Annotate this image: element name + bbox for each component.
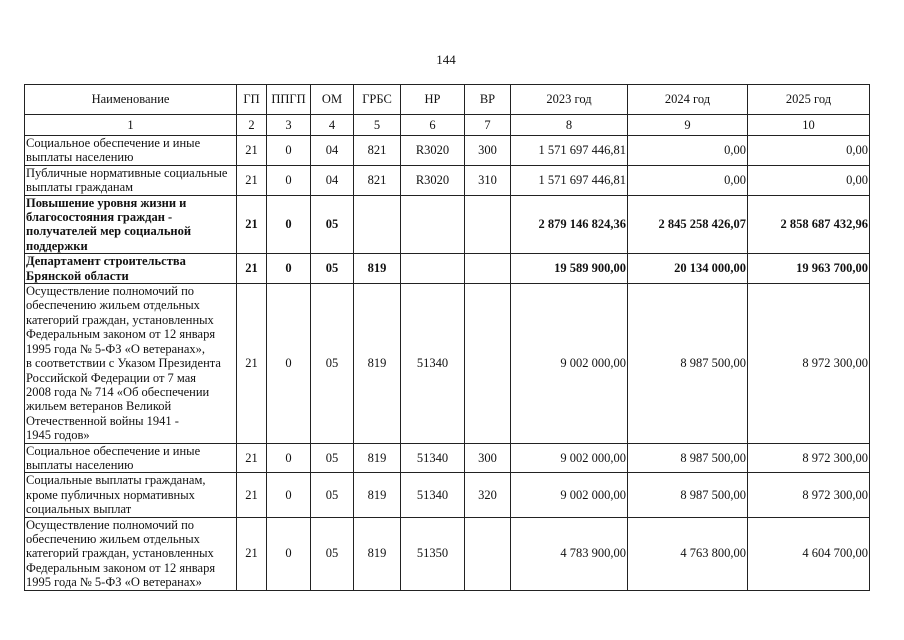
cell-amount-2024: 0,00: [628, 136, 748, 166]
cell-amount-2025: 8 972 300,00: [748, 473, 870, 517]
cell-name: Публичные нормативные социальные выплаты гражданам: [25, 165, 237, 195]
table-row: [25, 195, 870, 254]
cell-ppgp: 0: [267, 136, 311, 166]
column-number: 9: [628, 115, 748, 136]
cell-ppgp: 0: [267, 443, 311, 473]
cell-nr: 51340: [401, 473, 465, 517]
cell-amount-2025: 2 858 687 432,96: [748, 195, 870, 254]
cell-amount-2025: 8 972 300,00: [748, 284, 870, 443]
cell-nr: 51350: [401, 517, 465, 590]
cell-amount-2025: 19 963 700,00: [748, 254, 870, 284]
header-om: ОМ: [311, 85, 354, 115]
header-ppgp: ППГП: [267, 85, 311, 115]
column-number: 3: [267, 115, 311, 136]
cell-amount-2024: 8 987 500,00: [628, 473, 748, 517]
cell-amount-2023: 9 002 000,00: [511, 473, 628, 517]
header-gp: ГП: [237, 85, 267, 115]
table-row: [25, 473, 870, 517]
cell-gp: 21: [237, 136, 267, 166]
header-2025: 2025 год: [748, 85, 870, 115]
budget-table: [24, 84, 870, 591]
cell-nr: R3020: [401, 165, 465, 195]
cell-amount-2025: 4 604 700,00: [748, 517, 870, 590]
header-vr: ВР: [465, 85, 511, 115]
budget-table-body: [25, 136, 870, 591]
cell-grbs: 819: [354, 443, 401, 473]
table-row: [25, 165, 870, 195]
header-grbs: ГРБС: [354, 85, 401, 115]
cell-vr: [465, 195, 511, 254]
column-number: 8: [511, 115, 628, 136]
cell-amount-2023: 2 879 146 824,36: [511, 195, 628, 254]
cell-grbs: 821: [354, 165, 401, 195]
cell-ppgp: 0: [267, 254, 311, 284]
cell-gp: 21: [237, 517, 267, 590]
cell-gp: 21: [237, 254, 267, 284]
cell-grbs: 819: [354, 284, 401, 443]
table-row: [25, 254, 870, 284]
cell-om: 04: [311, 165, 354, 195]
cell-grbs: 821: [354, 136, 401, 166]
cell-grbs: [354, 195, 401, 254]
cell-amount-2024: 8 987 500,00: [628, 284, 748, 443]
cell-amount-2023: 19 589 900,00: [511, 254, 628, 284]
cell-om: 04: [311, 136, 354, 166]
cell-nr: 51340: [401, 284, 465, 443]
cell-amount-2023: 4 783 900,00: [511, 517, 628, 590]
column-number-row: [25, 115, 870, 136]
cell-amount-2025: 0,00: [748, 136, 870, 166]
cell-grbs: 819: [354, 517, 401, 590]
table-row: [25, 284, 870, 443]
cell-gp: 21: [237, 195, 267, 254]
table-row: [25, 443, 870, 473]
cell-name: Повышение уровня жизни и благосостояния граждан - получателей мер социальной поддержки: [25, 195, 237, 254]
column-number: 1: [25, 115, 237, 136]
column-number: 6: [401, 115, 465, 136]
cell-vr: [465, 517, 511, 590]
cell-nr: [401, 254, 465, 284]
cell-gp: 21: [237, 443, 267, 473]
table-row: [25, 136, 870, 166]
cell-amount-2025: 0,00: [748, 165, 870, 195]
cell-nr: R3020: [401, 136, 465, 166]
cell-amount-2023: 9 002 000,00: [511, 443, 628, 473]
header-nr: НР: [401, 85, 465, 115]
cell-vr: 310: [465, 165, 511, 195]
cell-om: 05: [311, 284, 354, 443]
cell-amount-2024: 20 134 000,00: [628, 254, 748, 284]
cell-nr: 51340: [401, 443, 465, 473]
column-number: 10: [748, 115, 870, 136]
cell-amount-2023: 1 571 697 446,81: [511, 165, 628, 195]
cell-amount-2023: 9 002 000,00: [511, 284, 628, 443]
header-row: [25, 85, 870, 115]
cell-ppgp: 0: [267, 165, 311, 195]
cell-vr: 300: [465, 443, 511, 473]
cell-gp: 21: [237, 165, 267, 195]
cell-name: Социальные выплаты гражданам, кроме публичных нормативных социальных выплат: [25, 473, 237, 517]
cell-amount-2024: 8 987 500,00: [628, 443, 748, 473]
header-2024: 2024 год: [628, 85, 748, 115]
cell-name: Социальное обеспечение и иные выплаты населению: [25, 136, 237, 166]
cell-name: Социальное обеспечение и иные выплаты населению: [25, 443, 237, 473]
cell-grbs: 819: [354, 473, 401, 517]
cell-om: 05: [311, 517, 354, 590]
cell-vr: [465, 284, 511, 443]
header-name: Наименование: [25, 85, 237, 115]
cell-name: Осуществление полномочий по обеспечению жильем отдельных категорий граждан, установленных Федеральным законом от 12 января 1995 года № 5-ФЗ «О ветеранах»: [25, 517, 237, 590]
cell-vr: [465, 254, 511, 284]
column-number: 7: [465, 115, 511, 136]
cell-om: 05: [311, 195, 354, 254]
cell-amount-2023: 1 571 697 446,81: [511, 136, 628, 166]
cell-amount-2025: 8 972 300,00: [748, 443, 870, 473]
cell-vr: 320: [465, 473, 511, 517]
cell-om: 05: [311, 254, 354, 284]
cell-ppgp: 0: [267, 473, 311, 517]
cell-amount-2024: 4 763 800,00: [628, 517, 748, 590]
cell-name: Департамент строительства Брянской области: [25, 254, 237, 284]
cell-amount-2024: 0,00: [628, 165, 748, 195]
cell-grbs: 819: [354, 254, 401, 284]
cell-gp: 21: [237, 284, 267, 443]
column-number: 4: [311, 115, 354, 136]
cell-amount-2024: 2 845 258 426,07: [628, 195, 748, 254]
page-number: 144: [436, 52, 456, 67]
cell-ppgp: 0: [267, 195, 311, 254]
cell-ppgp: 0: [267, 517, 311, 590]
header-2023: 2023 год: [511, 85, 628, 115]
column-number: 5: [354, 115, 401, 136]
cell-vr: 300: [465, 136, 511, 166]
cell-name: Осуществление полномочий по обеспечению жильем отдельных категорий граждан, установленных Федеральным законом от 12 января 1995 года № 5-ФЗ «О ветеранах», в соответствии с Указом Президента Российской Федерации от 7 мая 2008 года № 714 «Об обеспечении жильем ветеранов Великой Отечественной войны 1941 - 1945 годов»: [25, 284, 237, 443]
cell-ppgp: 0: [267, 284, 311, 443]
cell-gp: 21: [237, 473, 267, 517]
column-number: 2: [237, 115, 267, 136]
table-row: [25, 517, 870, 590]
cell-om: 05: [311, 443, 354, 473]
cell-nr: [401, 195, 465, 254]
cell-om: 05: [311, 473, 354, 517]
